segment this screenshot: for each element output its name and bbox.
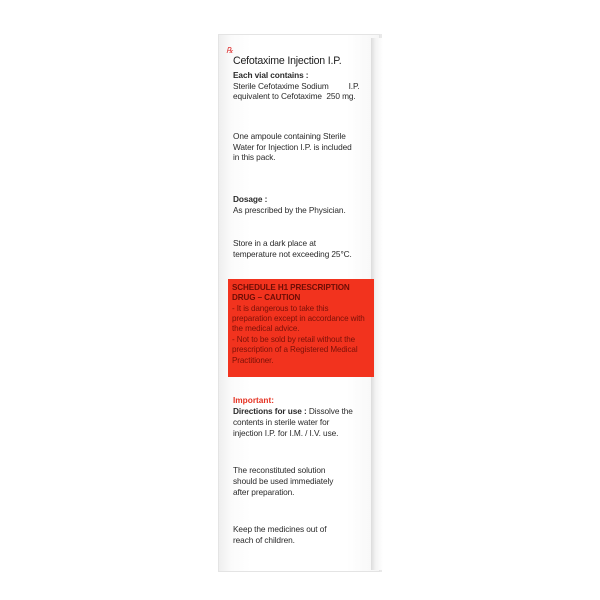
store-line-2: temperature not exceeding 25°C. <box>233 249 352 259</box>
dosage-heading: Dosage : <box>233 194 268 204</box>
keep-line-1: Keep the medicines out of <box>233 524 327 534</box>
warning-line-5: prescription of a Registered Medical <box>232 345 358 354</box>
reconstituted-line-1: The reconstituted solution <box>233 465 326 475</box>
each-vial-line-2: equivalent to Cefotaxime 250 mg. <box>233 91 356 101</box>
ampoule-line-1: One ampoule containing Sterile <box>233 131 346 141</box>
directions-line-2: contents in sterile water for <box>233 417 330 427</box>
reconstituted-line-3: after preparation. <box>233 487 295 497</box>
store-line-1: Store in a dark place at <box>233 238 316 248</box>
each-vial-heading: Each vial contains : <box>233 70 309 80</box>
warning-line-1: - It is dangerous to take this <box>232 304 329 313</box>
warning-line-4: - Not to be sold by retail without the <box>232 335 356 344</box>
reconstituted-line-2: should be used immediately <box>233 476 334 486</box>
warning-line-2: preparation except in accordance with <box>232 314 365 323</box>
ampoule-line-2: Water for Injection I.P. is included <box>233 142 352 152</box>
ampoule-line-3: in this pack. <box>233 152 276 162</box>
product-title: Cefotaxime Injection I.P. <box>233 55 342 67</box>
directions-label: Directions for use : <box>233 406 307 416</box>
dosage-text: As prescribed by the Physician. <box>233 205 346 215</box>
important-label: Important: <box>233 395 275 405</box>
directions-text-1: Dissolve the <box>306 406 353 416</box>
warning-line-3: the medical advice. <box>232 324 300 333</box>
each-vial-line-1: Sterile Cefotaxime Sodium I.P. <box>233 81 360 91</box>
directions-line-3: injection I.P. for I.M. / I.V. use. <box>233 428 339 438</box>
keep-line-2: reach of children. <box>233 535 295 545</box>
rx-symbol: ℞ <box>226 46 234 55</box>
schedule-line-2: DRUG – CAUTION <box>232 293 301 302</box>
warning-line-6: Practitioner. <box>232 356 274 365</box>
directions-line-1 <box>233 406 353 416</box>
schedule-line-1: SCHEDULE H1 PRESCRIPTION <box>232 283 350 292</box>
